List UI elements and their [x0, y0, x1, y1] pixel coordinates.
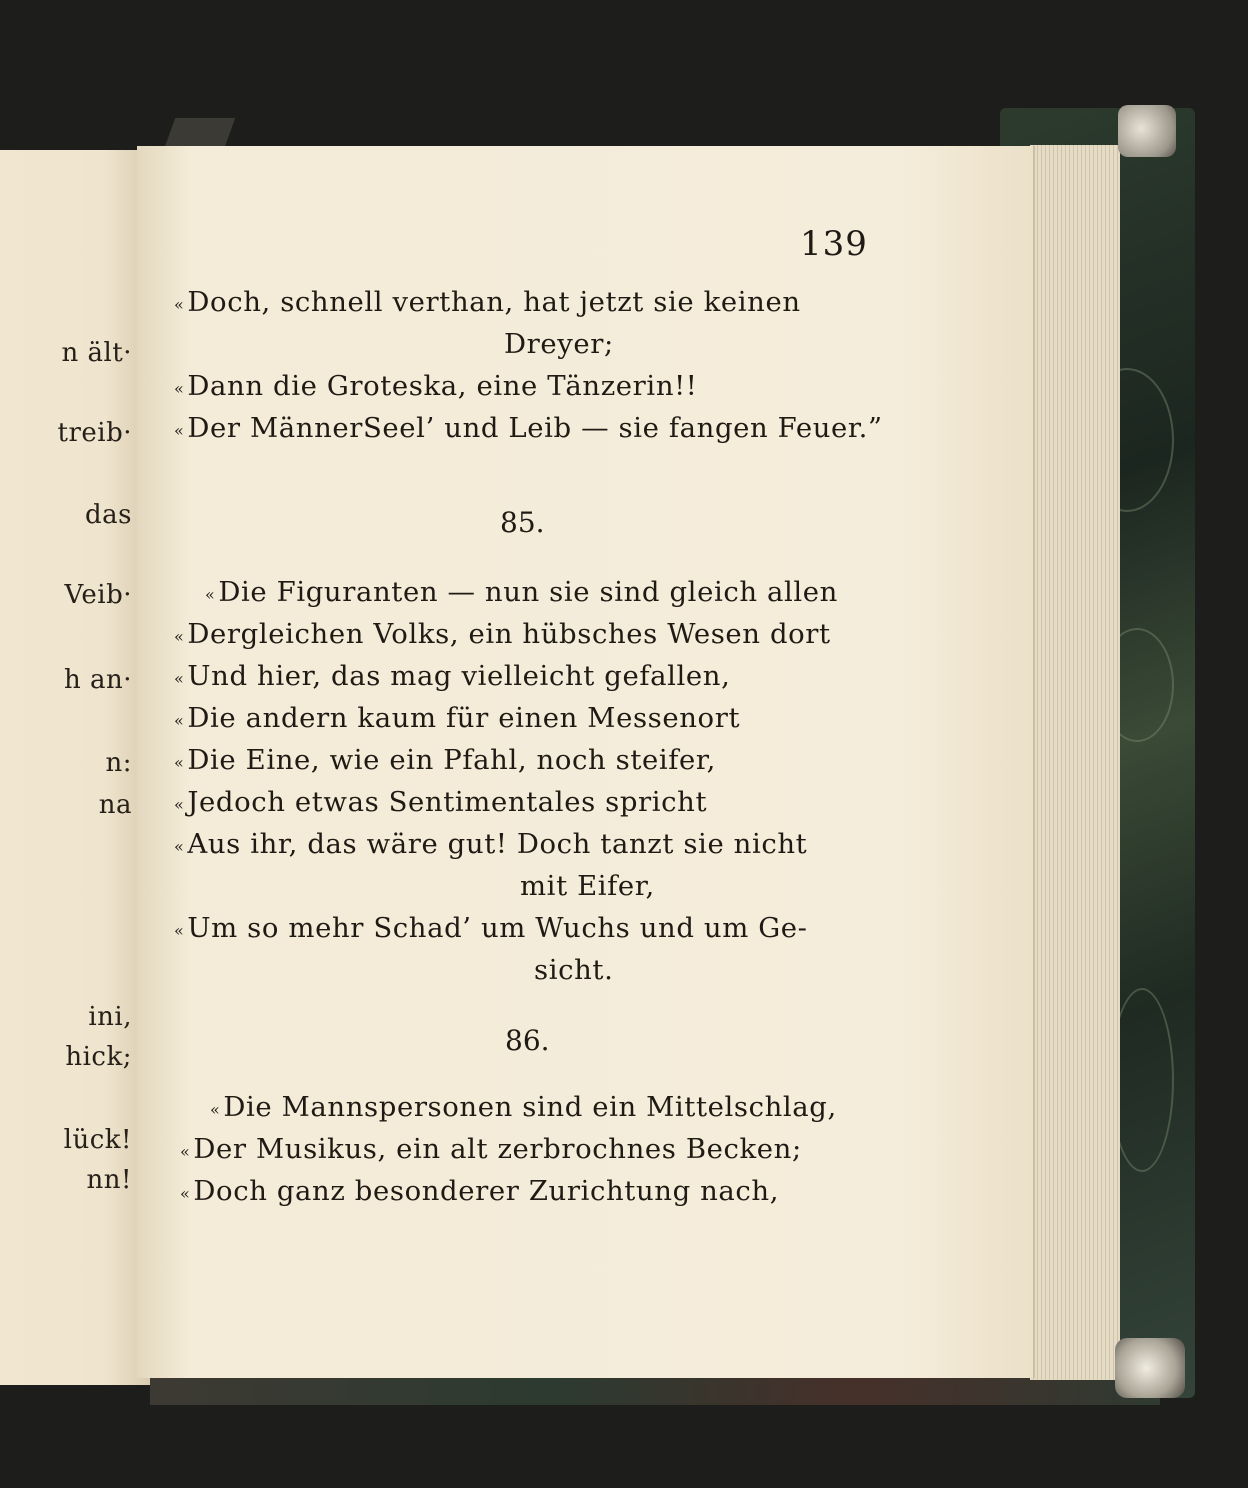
metal-corner-icon — [1118, 105, 1176, 157]
verse-continuation: mit Eifer, — [520, 870, 655, 902]
page-block-edge — [1030, 145, 1120, 1380]
left-fragment: hick; — [65, 1042, 132, 1072]
verse-line: « Doch ganz besonderer Zurichtung nach, — [180, 1175, 780, 1207]
stanza-number: 85. — [500, 506, 545, 539]
left-fragment: treib· — [57, 418, 132, 448]
verse-line: « Doch, schnell verthan, hat jetzt sie keinen — [174, 286, 801, 318]
verse-continuation: sicht. — [534, 954, 614, 986]
verse-line: « Der Musikus, ein alt zerbrochnes Becken; — [180, 1133, 802, 1165]
left-fragment: lück! — [63, 1125, 132, 1155]
verse-line: « Die Eine, wie ein Pfahl, noch steifer, — [174, 744, 716, 776]
verse-line: « Dann die Groteska, eine Tänzerin!! — [174, 370, 698, 402]
left-fragment: ini, — [88, 1002, 132, 1032]
verse-line: « Und hier, das mag vielleicht gefallen, — [174, 660, 731, 692]
verse-line: « Jedoch etwas Sentimentales spricht — [174, 786, 708, 818]
left-fragment: na — [98, 790, 132, 820]
verse-line: « Die andern kaum für einen Messenort — [174, 702, 741, 734]
left-fragment: n: — [105, 748, 132, 778]
verse-line: « Der MännerSeel’ und Leib — sie fangen Feuer.” — [174, 412, 883, 444]
left-fragment: n ält· — [61, 338, 132, 368]
verse-continuation: Dreyer; — [504, 328, 614, 360]
left-fragment: Veib· — [64, 580, 132, 610]
verse-line: « Um so mehr Schad’ um Wuchs und um Ge- — [174, 912, 808, 944]
verse-line: « Dergleichen Volks, ein hübsches Wesen dort — [174, 618, 831, 650]
left-fragment: h an· — [63, 665, 132, 695]
book-page — [137, 146, 1033, 1378]
verse-line: « Die Mannspersonen sind ein Mittelschlag, — [210, 1091, 837, 1123]
metal-corner-icon — [1115, 1338, 1185, 1398]
stanza-number: 86. — [505, 1024, 550, 1057]
left-fragment: nn! — [86, 1165, 132, 1195]
verse-line: « Aus ihr, das wäre gut! Doch tanzt sie nicht — [174, 828, 808, 860]
page-number: 139 — [800, 224, 868, 264]
verse-line: « Die Figuranten — nun sie sind gleich allen — [205, 576, 838, 608]
left-page — [0, 150, 150, 1385]
left-fragment: das — [85, 500, 132, 530]
